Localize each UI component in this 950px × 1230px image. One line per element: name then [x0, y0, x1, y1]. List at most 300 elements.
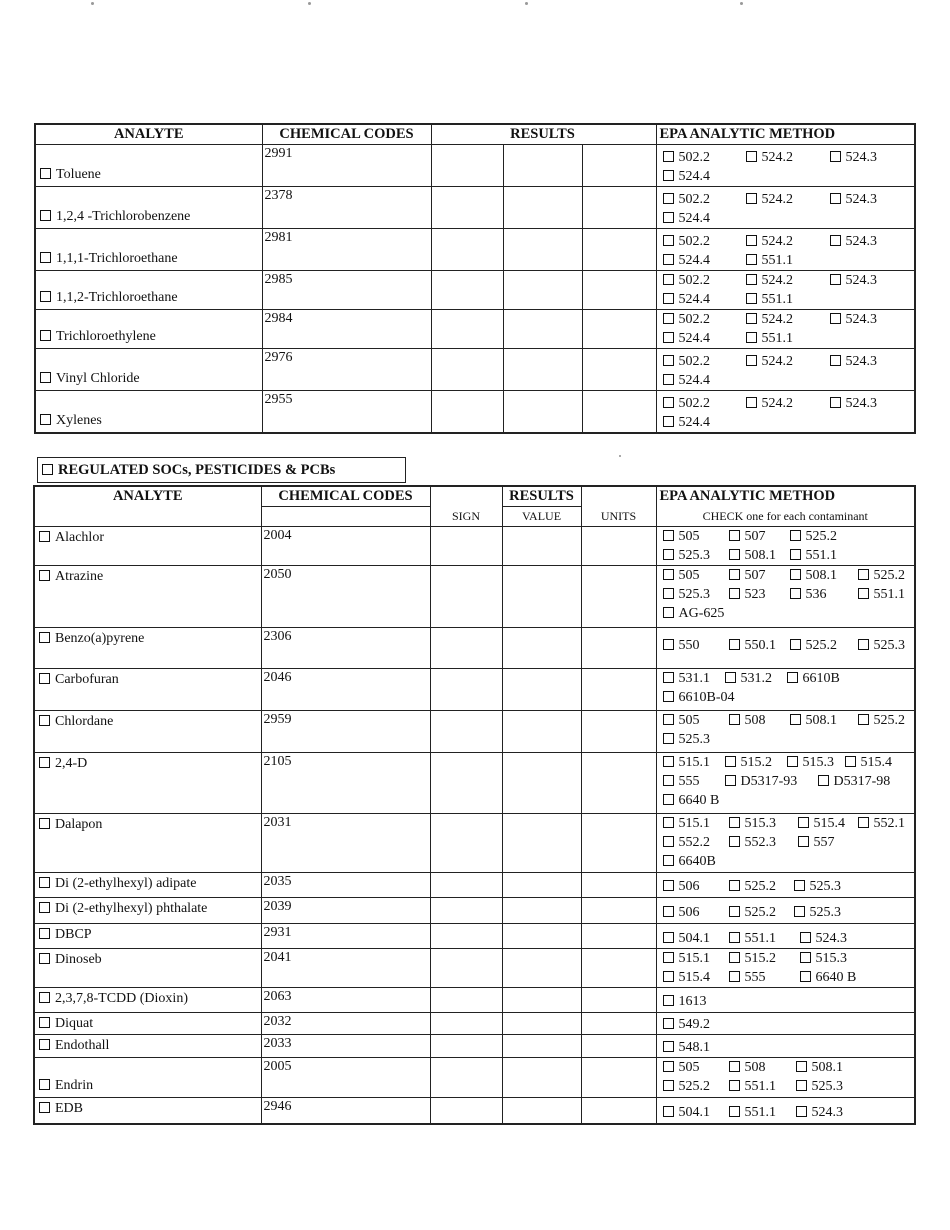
checkbox-icon[interactable] — [796, 1106, 807, 1117]
result-units-cell[interactable] — [581, 873, 656, 898]
checkbox-icon[interactable] — [729, 1061, 740, 1072]
result-value-cell[interactable] — [502, 814, 581, 873]
checkbox-icon[interactable] — [663, 293, 674, 304]
result-sign-cell[interactable] — [430, 1058, 502, 1098]
result-sign-cell[interactable] — [430, 898, 502, 924]
checkbox-icon[interactable] — [830, 235, 841, 246]
checkbox-icon[interactable] — [663, 714, 674, 725]
method-option-6640b[interactable] — [663, 852, 716, 871]
checkbox-icon[interactable] — [663, 530, 674, 541]
method-option-551-1[interactable] — [746, 329, 794, 348]
checkbox-icon[interactable] — [729, 971, 740, 982]
result-units-cell[interactable] — [581, 1098, 656, 1124]
method-option-549-2[interactable] — [663, 1015, 711, 1034]
checkbox-icon[interactable] — [798, 817, 809, 828]
checkbox-icon[interactable] — [800, 932, 811, 943]
checkbox-icon[interactable] — [663, 549, 674, 560]
result-units-cell[interactable] — [581, 527, 656, 566]
checkbox-icon[interactable] — [746, 235, 757, 246]
method-option-524-4[interactable] — [663, 371, 711, 390]
method-option-502-2[interactable] — [663, 190, 711, 209]
checkbox-icon[interactable] — [39, 1017, 50, 1028]
result-value-cell[interactable] — [502, 898, 581, 924]
checkbox-icon[interactable] — [40, 330, 51, 341]
checkbox-icon[interactable] — [663, 756, 674, 767]
method-option-525-2[interactable] — [729, 903, 777, 922]
checkbox-icon[interactable] — [40, 372, 51, 383]
result-value-cell[interactable] — [502, 753, 581, 814]
result-value-cell[interactable] — [502, 628, 581, 669]
method-option-524-2[interactable] — [746, 232, 794, 251]
method-option-502-2[interactable] — [663, 352, 711, 371]
result-value-cell[interactable] — [502, 924, 581, 949]
analyte-cell[interactable] — [34, 628, 261, 669]
method-option-d5317-98[interactable] — [818, 772, 891, 791]
checkbox-icon[interactable] — [39, 992, 50, 1003]
method-option-524-3[interactable] — [830, 271, 878, 290]
checkbox-icon[interactable] — [663, 235, 674, 246]
checkbox-icon[interactable] — [663, 639, 674, 650]
checkbox-icon[interactable] — [796, 1061, 807, 1072]
method-option-525-3[interactable] — [663, 730, 711, 749]
method-option-504-1[interactable] — [663, 929, 711, 948]
method-option-525-2[interactable] — [858, 566, 906, 585]
analyte-cell[interactable] — [34, 1013, 261, 1035]
method-option-502-2[interactable] — [663, 148, 711, 167]
method-option-6610b-04[interactable] — [663, 688, 735, 707]
method-option-524-2[interactable] — [746, 310, 794, 329]
checkbox-icon[interactable] — [663, 588, 674, 599]
checkbox-icon[interactable] — [663, 607, 674, 618]
checkbox-icon[interactable] — [794, 906, 805, 917]
checkbox-icon[interactable] — [39, 877, 50, 888]
method-option-525-2[interactable] — [663, 1077, 711, 1096]
checkbox-icon[interactable] — [663, 855, 674, 866]
method-option-551-1[interactable] — [790, 546, 838, 565]
result-sign-cell[interactable] — [431, 271, 503, 310]
method-option-536[interactable] — [790, 585, 827, 604]
method-option-524-4[interactable] — [663, 413, 711, 432]
result-value-cell[interactable] — [502, 1058, 581, 1098]
result-sign-cell[interactable] — [430, 566, 502, 628]
checkbox-icon[interactable] — [39, 1102, 50, 1113]
method-option-524-3[interactable] — [830, 148, 878, 167]
result-value-cell[interactable] — [502, 527, 581, 566]
method-option-506[interactable] — [663, 877, 700, 896]
result-value-cell[interactable] — [502, 949, 581, 988]
checkbox-icon[interactable] — [40, 252, 51, 263]
result-units-cell[interactable] — [581, 898, 656, 924]
checkbox-icon[interactable] — [663, 212, 674, 223]
checkbox-icon[interactable] — [746, 397, 757, 408]
checkbox-icon[interactable] — [663, 355, 674, 366]
analyte-cell[interactable] — [34, 924, 261, 949]
method-option-525-3[interactable] — [794, 903, 842, 922]
checkbox-icon[interactable] — [663, 672, 674, 683]
method-option-515-2[interactable] — [729, 949, 777, 968]
analyte-cell[interactable] — [35, 145, 262, 187]
analyte-cell[interactable] — [34, 527, 261, 566]
result-value-cell[interactable] — [502, 566, 581, 628]
method-option-557[interactable] — [798, 833, 835, 852]
method-option-525-2[interactable] — [790, 636, 838, 655]
checkbox-icon[interactable] — [790, 639, 801, 650]
result-value-cell[interactable] — [502, 1035, 581, 1058]
checkbox-icon[interactable] — [663, 794, 674, 805]
checkbox-icon[interactable] — [663, 397, 674, 408]
checkbox-icon[interactable] — [663, 1041, 674, 1052]
result-sign-cell[interactable] — [431, 349, 503, 391]
analyte-cell[interactable] — [35, 187, 262, 229]
method-option-551-1[interactable] — [729, 1077, 777, 1096]
checkbox-icon[interactable] — [663, 836, 674, 847]
result-value-cell[interactable] — [502, 1098, 581, 1124]
result-value-cell[interactable] — [503, 229, 582, 271]
checkbox-icon[interactable] — [790, 714, 801, 725]
analyte-cell[interactable] — [34, 711, 261, 753]
result-units-cell[interactable] — [581, 669, 656, 711]
checkbox-icon[interactable] — [830, 193, 841, 204]
checkbox-icon[interactable] — [39, 953, 50, 964]
checkbox-icon[interactable] — [729, 932, 740, 943]
analyte-cell[interactable] — [35, 271, 262, 310]
checkbox-icon[interactable] — [729, 836, 740, 847]
result-value-cell[interactable] — [502, 873, 581, 898]
checkbox-icon[interactable] — [663, 733, 674, 744]
analyte-cell[interactable] — [34, 898, 261, 924]
method-option-525-3[interactable] — [794, 877, 842, 896]
checkbox-icon[interactable] — [858, 639, 869, 650]
method-option-555[interactable] — [729, 968, 766, 987]
result-value-cell[interactable] — [502, 669, 581, 711]
result-sign-cell[interactable] — [430, 1098, 502, 1124]
method-option-508-1[interactable] — [796, 1058, 844, 1077]
checkbox-icon[interactable] — [858, 569, 869, 580]
method-option-552-1[interactable] — [858, 814, 906, 833]
method-option-531-2[interactable] — [725, 669, 773, 688]
method-option-508[interactable] — [729, 1058, 766, 1077]
result-units-cell[interactable] — [582, 391, 656, 434]
method-option-548-1[interactable] — [663, 1038, 711, 1057]
method-option-555[interactable] — [663, 772, 700, 791]
result-units-cell[interactable] — [581, 988, 656, 1013]
checkbox-icon[interactable] — [40, 414, 51, 425]
checkbox-icon[interactable] — [42, 464, 53, 475]
method-option-524-2[interactable] — [746, 352, 794, 371]
checkbox-icon[interactable] — [729, 817, 740, 828]
checkbox-icon[interactable] — [729, 1080, 740, 1091]
checkbox-icon[interactable] — [663, 332, 674, 343]
method-option-550-1[interactable] — [729, 636, 777, 655]
result-sign-cell[interactable] — [430, 924, 502, 949]
result-units-cell[interactable] — [581, 1013, 656, 1035]
checkbox-icon[interactable] — [663, 1018, 674, 1029]
method-option-524-3[interactable] — [830, 232, 878, 251]
checkbox-icon[interactable] — [663, 374, 674, 385]
checkbox-icon[interactable] — [663, 416, 674, 427]
checkbox-icon[interactable] — [800, 952, 811, 963]
checkbox-icon[interactable] — [746, 274, 757, 285]
result-value-cell[interactable] — [503, 349, 582, 391]
result-value-cell[interactable] — [503, 145, 582, 187]
method-option-524-3[interactable] — [796, 1103, 844, 1122]
analyte-cell[interactable] — [34, 949, 261, 988]
method-option-507[interactable] — [729, 566, 766, 585]
method-option-502-2[interactable] — [663, 271, 711, 290]
checkbox-icon[interactable] — [39, 1039, 50, 1050]
checkbox-icon[interactable] — [729, 880, 740, 891]
checkbox-icon[interactable] — [39, 1079, 50, 1090]
method-option-524-2[interactable] — [746, 190, 794, 209]
checkbox-icon[interactable] — [790, 569, 801, 580]
checkbox-icon[interactable] — [663, 880, 674, 891]
checkbox-icon[interactable] — [39, 715, 50, 726]
checkbox-icon[interactable] — [729, 569, 740, 580]
result-value-cell[interactable] — [503, 391, 582, 434]
checkbox-icon[interactable] — [663, 1106, 674, 1117]
method-option-515-4[interactable] — [845, 753, 893, 772]
checkbox-icon[interactable] — [729, 714, 740, 725]
checkbox-icon[interactable] — [830, 151, 841, 162]
checkbox-icon[interactable] — [830, 274, 841, 285]
result-value-cell[interactable] — [502, 988, 581, 1013]
method-option-531-1[interactable] — [663, 669, 711, 688]
result-value-cell[interactable] — [502, 1013, 581, 1035]
method-option-505[interactable] — [663, 1058, 700, 1077]
result-units-cell[interactable] — [581, 814, 656, 873]
method-option-525-3[interactable] — [663, 585, 711, 604]
checkbox-icon[interactable] — [800, 971, 811, 982]
method-option-551-1[interactable] — [858, 585, 906, 604]
method-option-515-3[interactable] — [729, 814, 777, 833]
method-option-6640-b[interactable] — [663, 791, 720, 810]
method-option-551-1[interactable] — [746, 251, 794, 270]
method-option-508-1[interactable] — [790, 711, 838, 730]
checkbox-icon[interactable] — [746, 332, 757, 343]
method-option-524-3[interactable] — [830, 394, 878, 413]
result-units-cell[interactable] — [581, 628, 656, 669]
result-units-cell[interactable] — [581, 949, 656, 988]
analyte-cell[interactable] — [34, 1098, 261, 1124]
checkbox-icon[interactable] — [39, 673, 50, 684]
method-option-505[interactable] — [663, 566, 700, 585]
checkbox-icon[interactable] — [663, 274, 674, 285]
regulated-socs-section-title[interactable] — [37, 457, 406, 483]
method-option-525-3[interactable] — [663, 546, 711, 565]
checkbox-icon[interactable] — [790, 549, 801, 560]
checkbox-icon[interactable] — [663, 995, 674, 1006]
result-sign-cell[interactable] — [430, 949, 502, 988]
checkbox-icon[interactable] — [729, 1106, 740, 1117]
analyte-cell[interactable] — [34, 753, 261, 814]
checkbox-icon[interactable] — [746, 254, 757, 265]
method-option-515-1[interactable] — [663, 949, 711, 968]
checkbox-icon[interactable] — [663, 1080, 674, 1091]
checkbox-icon[interactable] — [787, 672, 798, 683]
method-option-508-1[interactable] — [790, 566, 838, 585]
checkbox-icon[interactable] — [746, 193, 757, 204]
analyte-cell[interactable] — [34, 814, 261, 873]
result-sign-cell[interactable] — [431, 310, 503, 349]
checkbox-icon[interactable] — [663, 971, 674, 982]
analyte-cell[interactable] — [34, 988, 261, 1013]
result-sign-cell[interactable] — [431, 187, 503, 229]
checkbox-icon[interactable] — [729, 530, 740, 541]
method-option-524-3[interactable] — [800, 929, 848, 948]
result-units-cell[interactable] — [582, 310, 656, 349]
method-option-524-4[interactable] — [663, 167, 711, 186]
method-option-525-3[interactable] — [858, 636, 906, 655]
checkbox-icon[interactable] — [746, 355, 757, 366]
checkbox-icon[interactable] — [729, 588, 740, 599]
method-option-502-2[interactable] — [663, 394, 711, 413]
analyte-cell[interactable] — [34, 1035, 261, 1058]
method-option-524-4[interactable] — [663, 329, 711, 348]
checkbox-icon[interactable] — [746, 151, 757, 162]
checkbox-icon[interactable] — [790, 530, 801, 541]
analyte-cell[interactable] — [34, 1058, 261, 1098]
method-option-504-1[interactable] — [663, 1103, 711, 1122]
result-units-cell[interactable] — [581, 1035, 656, 1058]
method-option-6610b[interactable] — [787, 669, 840, 688]
checkbox-icon[interactable] — [40, 291, 51, 302]
checkbox-icon[interactable] — [787, 756, 798, 767]
result-units-cell[interactable] — [581, 1058, 656, 1098]
checkbox-icon[interactable] — [39, 632, 50, 643]
checkbox-icon[interactable] — [663, 952, 674, 963]
result-sign-cell[interactable] — [430, 711, 502, 753]
checkbox-icon[interactable] — [663, 170, 674, 181]
method-option-550[interactable] — [663, 636, 700, 655]
method-option-525-3[interactable] — [796, 1077, 844, 1096]
checkbox-icon[interactable] — [663, 932, 674, 943]
method-option-524-3[interactable] — [830, 352, 878, 371]
checkbox-icon[interactable] — [845, 756, 856, 767]
method-option-515-4[interactable] — [663, 968, 711, 987]
checkbox-icon[interactable] — [663, 1061, 674, 1072]
checkbox-icon[interactable] — [729, 549, 740, 560]
result-sign-cell[interactable] — [430, 1035, 502, 1058]
result-value-cell[interactable] — [503, 310, 582, 349]
checkbox-icon[interactable] — [663, 313, 674, 324]
checkbox-icon[interactable] — [663, 691, 674, 702]
method-option-524-3[interactable] — [830, 190, 878, 209]
checkbox-icon[interactable] — [663, 193, 674, 204]
method-option-524-2[interactable] — [746, 271, 794, 290]
checkbox-icon[interactable] — [663, 151, 674, 162]
method-option-508-1[interactable] — [729, 546, 777, 565]
checkbox-icon[interactable] — [790, 588, 801, 599]
checkbox-icon[interactable] — [39, 531, 50, 542]
method-option-6640-b[interactable] — [800, 968, 857, 987]
result-sign-cell[interactable] — [430, 527, 502, 566]
method-option-505[interactable] — [663, 527, 700, 546]
checkbox-icon[interactable] — [798, 836, 809, 847]
method-option-d5317-93[interactable] — [725, 772, 798, 791]
analyte-cell[interactable] — [35, 391, 262, 434]
result-sign-cell[interactable] — [430, 814, 502, 873]
result-units-cell[interactable] — [582, 187, 656, 229]
checkbox-icon[interactable] — [858, 817, 869, 828]
result-sign-cell[interactable] — [430, 1013, 502, 1035]
checkbox-icon[interactable] — [663, 906, 674, 917]
result-sign-cell[interactable] — [430, 753, 502, 814]
method-option-502-2[interactable] — [663, 232, 711, 251]
checkbox-icon[interactable] — [746, 313, 757, 324]
result-sign-cell[interactable] — [430, 873, 502, 898]
method-option-524-4[interactable] — [663, 209, 711, 228]
checkbox-icon[interactable] — [830, 355, 841, 366]
method-option-524-2[interactable] — [746, 394, 794, 413]
method-option-552-2[interactable] — [663, 833, 711, 852]
method-option-515-1[interactable] — [663, 814, 711, 833]
checkbox-icon[interactable] — [39, 928, 50, 939]
method-option-ag-625[interactable] — [663, 604, 725, 623]
method-option-525-2[interactable] — [858, 711, 906, 730]
checkbox-icon[interactable] — [729, 906, 740, 917]
result-sign-cell[interactable] — [430, 988, 502, 1013]
method-option-506[interactable] — [663, 903, 700, 922]
result-units-cell[interactable] — [582, 229, 656, 271]
checkbox-icon[interactable] — [858, 588, 869, 599]
method-option-515-3[interactable] — [800, 949, 848, 968]
result-value-cell[interactable] — [503, 271, 582, 310]
method-option-524-3[interactable] — [830, 310, 878, 329]
analyte-cell[interactable] — [35, 229, 262, 271]
method-option-524-2[interactable] — [746, 148, 794, 167]
method-option-515-1[interactable] — [663, 753, 711, 772]
checkbox-icon[interactable] — [725, 756, 736, 767]
result-units-cell[interactable] — [581, 753, 656, 814]
method-option-524-4[interactable] — [663, 290, 711, 309]
analyte-cell[interactable] — [35, 349, 262, 391]
checkbox-icon[interactable] — [39, 818, 50, 829]
result-sign-cell[interactable] — [431, 229, 503, 271]
checkbox-icon[interactable] — [663, 817, 674, 828]
method-option-508[interactable] — [729, 711, 766, 730]
result-sign-cell[interactable] — [430, 669, 502, 711]
method-option-502-2[interactable] — [663, 310, 711, 329]
method-option-551-1[interactable] — [729, 1103, 777, 1122]
method-option-515-2[interactable] — [725, 753, 773, 772]
method-option-551-1[interactable] — [746, 290, 794, 309]
checkbox-icon[interactable] — [663, 254, 674, 265]
analyte-cell[interactable] — [34, 566, 261, 628]
checkbox-icon[interactable] — [725, 672, 736, 683]
analyte-cell[interactable] — [34, 873, 261, 898]
analyte-cell[interactable] — [35, 310, 262, 349]
checkbox-icon[interactable] — [663, 775, 674, 786]
method-option-505[interactable] — [663, 711, 700, 730]
checkbox-icon[interactable] — [663, 569, 674, 580]
checkbox-icon[interactable] — [830, 397, 841, 408]
result-value-cell[interactable] — [503, 187, 582, 229]
method-option-525-2[interactable] — [729, 877, 777, 896]
result-units-cell[interactable] — [581, 924, 656, 949]
checkbox-icon[interactable] — [725, 775, 736, 786]
checkbox-icon[interactable] — [729, 639, 740, 650]
method-option-1613[interactable] — [663, 992, 707, 1011]
checkbox-icon[interactable] — [39, 757, 50, 768]
checkbox-icon[interactable] — [729, 952, 740, 963]
checkbox-icon[interactable] — [39, 902, 50, 913]
result-sign-cell[interactable] — [431, 391, 503, 434]
checkbox-icon[interactable] — [858, 714, 869, 725]
method-option-523[interactable] — [729, 585, 766, 604]
checkbox-icon[interactable] — [39, 570, 50, 581]
result-units-cell[interactable] — [581, 711, 656, 753]
method-option-507[interactable] — [729, 527, 766, 546]
